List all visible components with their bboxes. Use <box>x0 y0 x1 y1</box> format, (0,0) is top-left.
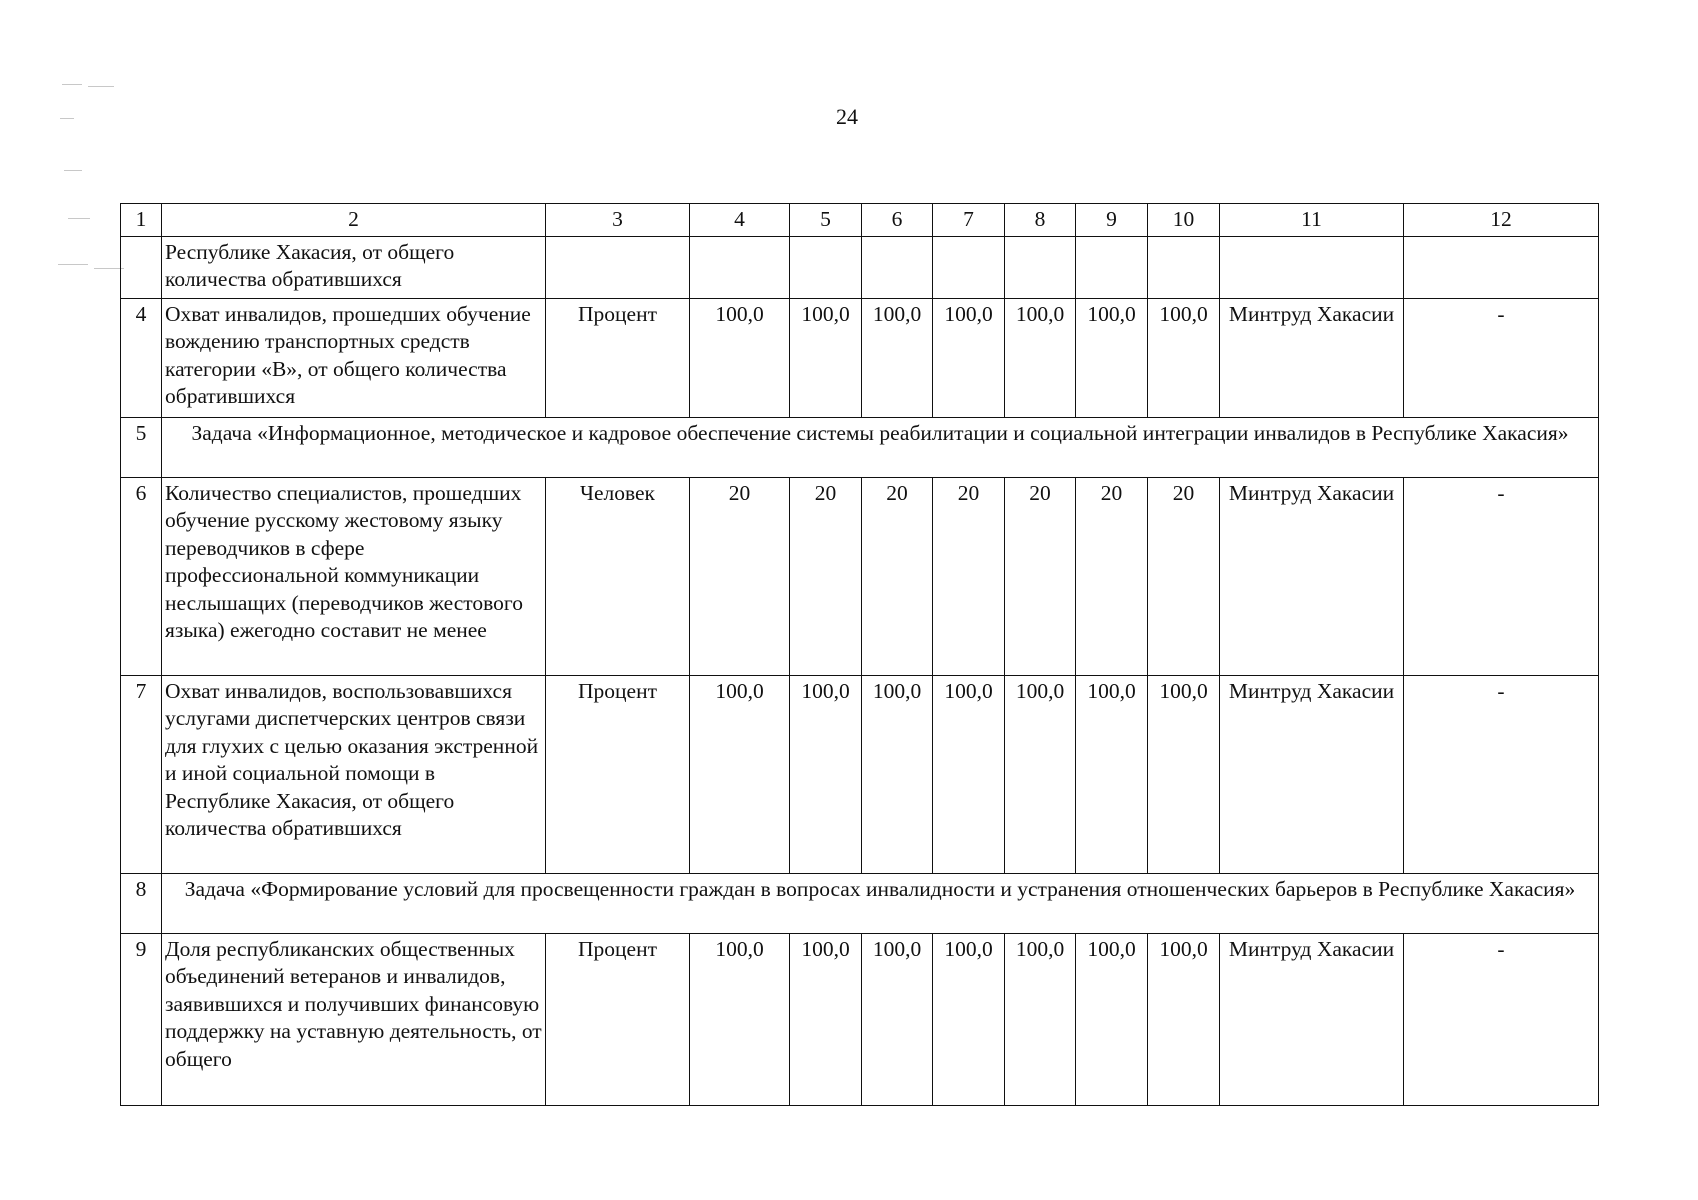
value-cell: 100,0 <box>862 675 933 873</box>
value-cell: 100,0 <box>1005 933 1076 1105</box>
indicator-name: Республике Хакасия, от общего количества обратившихся <box>162 236 546 298</box>
value-cell: 20 <box>1076 477 1148 675</box>
value-cell: 100,0 <box>790 933 862 1105</box>
value-cell: 100,0 <box>1148 298 1220 417</box>
value-cell: 100,0 <box>1005 298 1076 417</box>
responsible-cell: Минтруд Хакасии <box>1220 298 1404 417</box>
unit-cell: Процент <box>546 933 690 1105</box>
value-cell: 20 <box>933 477 1005 675</box>
note-cell: - <box>1404 933 1599 1105</box>
row-number: 6 <box>121 477 162 675</box>
value-cell: 100,0 <box>790 675 862 873</box>
value-cell: 100,0 <box>1076 933 1148 1105</box>
value-cell: 100,0 <box>790 298 862 417</box>
value-cell: 20 <box>1005 477 1076 675</box>
responsible-cell <box>1220 236 1404 298</box>
column-number: 3 <box>546 204 690 237</box>
column-number: 1 <box>121 204 162 237</box>
indicator-name: Доля республиканских общественных объединений ветеранов и инвалидов, заявившихся и получивших финансовую поддержку на уставную деятельность, от общего <box>162 933 546 1105</box>
table-row <box>121 933 1599 1105</box>
task-title: Задача «Информационное, методическое и кадровое обеспечение системы реабилитации и социальной интеграции инвалидов в Республике Хакасия» <box>162 417 1599 477</box>
value-cell <box>790 236 862 298</box>
value-cell <box>862 236 933 298</box>
column-numbers-row <box>121 204 1599 237</box>
note-cell: - <box>1404 675 1599 873</box>
row-number: 8 <box>121 873 162 933</box>
unit-cell: Человек <box>546 477 690 675</box>
table-row <box>121 675 1599 873</box>
column-number: 7 <box>933 204 1005 237</box>
task-row <box>121 417 1599 477</box>
value-cell: 100,0 <box>690 933 790 1105</box>
value-cell: 100,0 <box>862 933 933 1105</box>
indicator-name: Количество специалистов, прошедших обучение русскому жестовому языку переводчиков в сфере профессиональной коммуникации неслышащих (переводчиков жестового языка) ежегодно составит не менее <box>162 477 546 675</box>
row-number: 4 <box>121 298 162 417</box>
column-number: 9 <box>1076 204 1148 237</box>
value-cell <box>1005 236 1076 298</box>
value-cell: 20 <box>790 477 862 675</box>
value-cell: 100,0 <box>1148 675 1220 873</box>
column-number: 8 <box>1005 204 1076 237</box>
note-cell <box>1404 236 1599 298</box>
value-cell: 100,0 <box>1148 933 1220 1105</box>
row-number: 7 <box>121 675 162 873</box>
indicator-name: Охват инвалидов, воспользовавшихся услугами диспетчерских центров связи для глухих с целью оказания экстренной и иной социальной помощи в Республике Хакасия, от общего количества обратившихся <box>162 675 546 873</box>
column-number: 6 <box>862 204 933 237</box>
column-number: 12 <box>1404 204 1599 237</box>
value-cell: 100,0 <box>933 298 1005 417</box>
table-row <box>121 298 1599 417</box>
row-number: 9 <box>121 933 162 1105</box>
responsible-cell: Минтруд Хакасии <box>1220 933 1404 1105</box>
note-cell: - <box>1404 477 1599 675</box>
value-cell: 100,0 <box>862 298 933 417</box>
column-number: 10 <box>1148 204 1220 237</box>
column-number: 11 <box>1220 204 1404 237</box>
column-number: 2 <box>162 204 546 237</box>
task-title: Задача «Формирование условий для просвещенности граждан в вопросах инвалидности и устранения отношенческих барьеров в Республике Хакасия» <box>162 873 1599 933</box>
value-cell <box>933 236 1005 298</box>
value-cell <box>1148 236 1220 298</box>
value-cell: 100,0 <box>933 933 1005 1105</box>
value-cell <box>1076 236 1148 298</box>
responsible-cell: Минтруд Хакасии <box>1220 675 1404 873</box>
value-cell: 20 <box>862 477 933 675</box>
responsible-cell: Минтруд Хакасии <box>1220 477 1404 675</box>
row-number: 5 <box>121 417 162 477</box>
value-cell: 100,0 <box>1005 675 1076 873</box>
column-number: 5 <box>790 204 862 237</box>
row-number <box>121 236 162 298</box>
value-cell: 100,0 <box>1076 298 1148 417</box>
indicator-name: Охват инвалидов, прошедших обучение вождению транспортных средств категории «В», от общего количества обратившихся <box>162 298 546 417</box>
value-cell: 100,0 <box>933 675 1005 873</box>
column-number: 4 <box>690 204 790 237</box>
value-cell: 20 <box>690 477 790 675</box>
value-cell: 100,0 <box>1076 675 1148 873</box>
value-cell <box>690 236 790 298</box>
value-cell: 20 <box>1148 477 1220 675</box>
unit-cell: Процент <box>546 298 690 417</box>
table-row <box>121 236 1599 298</box>
note-cell: - <box>1404 298 1599 417</box>
table-row <box>121 477 1599 675</box>
unit-cell <box>546 236 690 298</box>
unit-cell: Процент <box>546 675 690 873</box>
value-cell: 100,0 <box>690 298 790 417</box>
value-cell: 100,0 <box>690 675 790 873</box>
indicators-table <box>120 203 1599 1106</box>
task-row <box>121 873 1599 933</box>
